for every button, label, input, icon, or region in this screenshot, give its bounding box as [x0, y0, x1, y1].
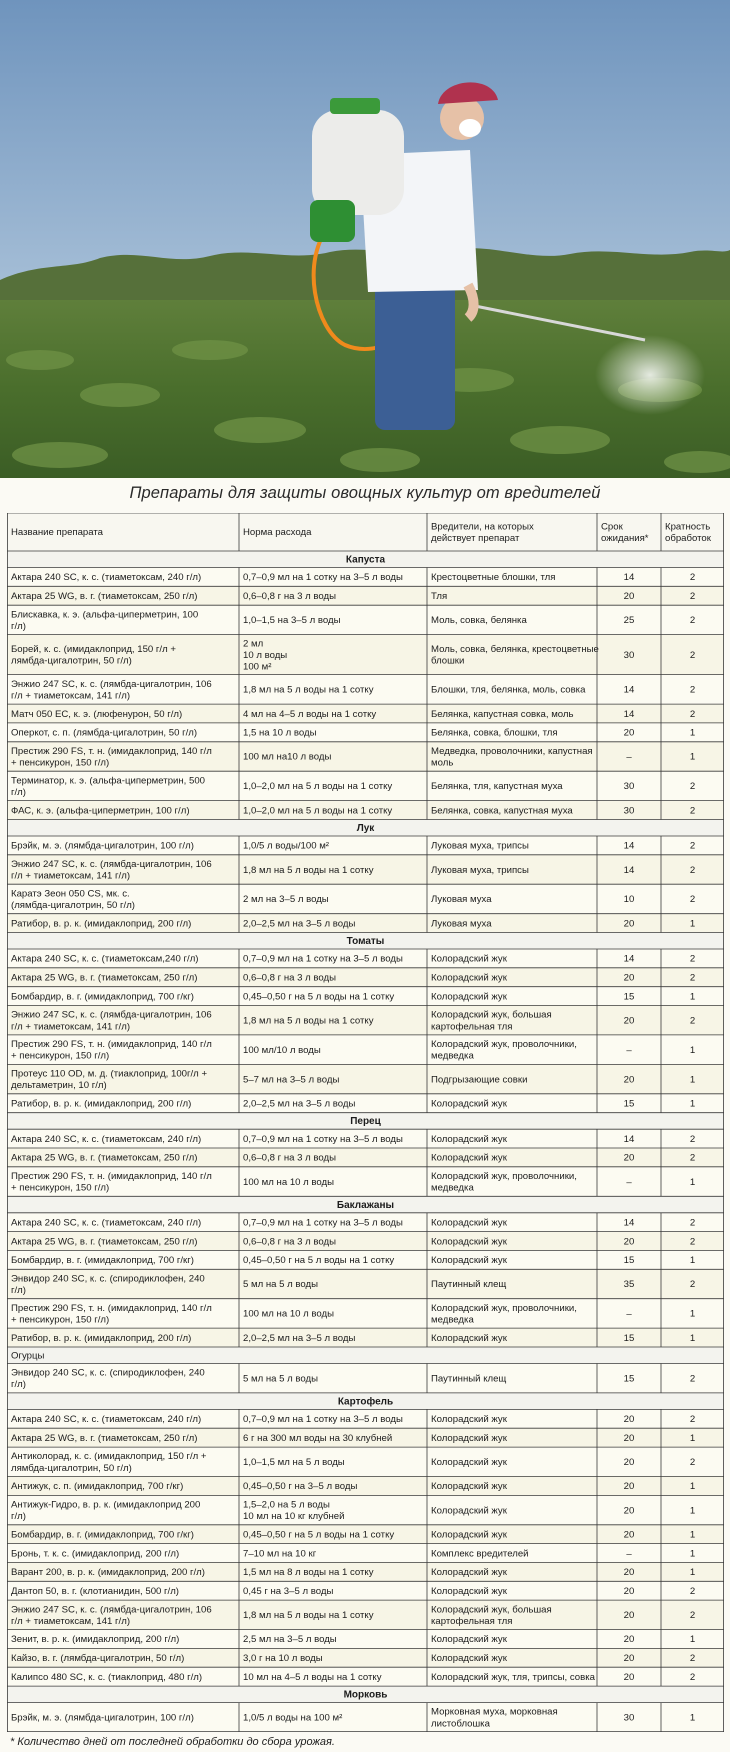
table-row — [7, 1477, 724, 1496]
table-row — [7, 1703, 724, 1732]
preparation-name: Энвидор 240 SC, к. с. (спиродиклофен, 240 г/л) — [11, 1273, 205, 1296]
table-row — [7, 1648, 724, 1667]
treatment-count: 2 — [689, 615, 696, 627]
table-row — [7, 1064, 724, 1093]
preparation-name: Актара 240 SC, к. с. (тиаметоксам,240 г/л) — [11, 953, 199, 965]
dosage-rate: 100 мл на10 л воды — [243, 751, 332, 763]
preparation-name: Энжио 247 SC, к. с. (лямбда-цигалотрин, 106 г/л + тиаметоксам, 141 г/л) — [11, 1604, 212, 1627]
table-row — [7, 1328, 724, 1347]
preparation-name: Брэйк, м. э. (лямбда-цигалотрин, 100 г/л) — [11, 840, 194, 852]
treatment-count: 1 — [689, 918, 696, 930]
preparation-name: Варант 200, в. р. к. (имидаклоприд, 200 г/л) — [11, 1567, 205, 1579]
table-row — [7, 968, 724, 987]
treatment-count: 2 — [689, 805, 696, 817]
waiting-period: 20 — [623, 1481, 635, 1493]
waiting-period: 20 — [623, 1457, 635, 1468]
waiting-period: 20 — [623, 1236, 635, 1248]
waiting-period: 14 — [623, 953, 635, 965]
table-row — [7, 1544, 724, 1563]
target-pests: Комплекс вредителей — [431, 1548, 529, 1560]
preparation-name: Терминатор, к. э. (альфа-циперметрин, 500 г/л) — [11, 775, 206, 798]
preparation-name: Каратэ Зеон 050 CS, мк. с. (лямбда-цигалотрин, 50 г/л) — [11, 888, 135, 911]
dosage-rate: 2,0–2,5 мл на 3–5 л воды — [243, 1332, 356, 1344]
preparation-name: Ратибор, в. р. к. (имидаклоприд, 200 г/л) — [11, 1098, 192, 1110]
table-row — [7, 742, 724, 771]
table-row — [7, 1667, 724, 1686]
preparation-name: Престиж 290 FS, т. н. (имидаклоприд, 140 г/л + пенсикурон, 150 г/л) — [11, 1171, 212, 1194]
section-row — [7, 1686, 724, 1703]
treatment-count: 1 — [689, 1567, 696, 1579]
dosage-rate: 0,7–0,9 мл на 1 сотку на 3–5 л воды — [243, 953, 403, 965]
table-row — [7, 1006, 724, 1035]
target-pests: Колорадский жук — [431, 1133, 507, 1145]
target-pests: Колорадский жук — [431, 1414, 507, 1426]
dosage-rate: 6 г на 300 мл воды на 30 клубней — [243, 1432, 393, 1444]
waiting-period: 20 — [623, 591, 635, 602]
target-pests: Блошки, тля, белянка, моль, совка — [431, 684, 586, 696]
treatment-count: 1 — [689, 1712, 696, 1724]
dosage-rate: 100 мл на 10 л воды — [243, 1308, 335, 1320]
preparation-name: Актара 25 WG, в. г. (тиаметоксам, 250 г/л) — [11, 1432, 198, 1444]
waiting-period: 25 — [623, 615, 635, 627]
waiting-period: 20 — [623, 1634, 635, 1646]
table-row — [7, 1525, 724, 1544]
pesticide-table — [7, 513, 724, 1732]
table-row — [7, 801, 724, 820]
treatment-count: 1 — [689, 1634, 696, 1646]
dosage-rate: 1,5 мл на 8 л воды на 1 сотку — [243, 1567, 374, 1579]
dosage-rate: 1,0–1,5 мл на 5 л воды — [243, 1457, 345, 1468]
table-row — [7, 1363, 724, 1392]
treatment-count: 2 — [689, 1236, 696, 1248]
target-pests: Колорадский жук — [431, 1505, 507, 1517]
waiting-period: 14 — [623, 684, 635, 696]
target-pests: Паутинный клещ — [431, 1279, 507, 1291]
dosage-rate: 0,7–0,9 мл на 1 сотку на 3–5 л воды — [243, 1414, 403, 1426]
section-title: Лук — [356, 823, 375, 834]
waiting-period: 20 — [623, 1586, 635, 1597]
table-row — [7, 1035, 724, 1064]
section-row — [7, 933, 724, 950]
preparation-name: Калипсо 480 SC, к. с. (тиаклоприд, 480 г/л) — [11, 1671, 203, 1683]
preparation-name: Брэйк, м. э. (лямбда-цигалотрин, 100 г/л) — [11, 1712, 194, 1724]
preparation-name: Актара 240 SC, к. с. (тиаметоксам, 240 г/л) — [11, 572, 202, 584]
target-pests: Медведка, проволочники, капустная моль — [431, 745, 593, 769]
table-row — [7, 949, 724, 968]
treatment-count: 1 — [689, 1548, 696, 1560]
target-pests: Колорадский жук — [431, 1432, 507, 1444]
preparation-name: Оперкот, с. п. (лямбда-цигалотрин, 50 г/л) — [11, 727, 198, 739]
target-pests: Колорадский жук — [431, 1457, 507, 1468]
preparation-name: Антижук-Гидро, в. р. к. (имидаклоприд 200 г/л) — [11, 1499, 201, 1523]
dosage-rate: 1,0–2,0 мл на 5 л воды на 1 сотку — [243, 805, 393, 817]
preparation-name: Зенит, в. р. к. (имидаклоприд, 200 г/л) — [11, 1634, 180, 1646]
table-title: Препараты для защиты овощных культур от вредителей — [129, 484, 601, 502]
dosage-rate: 0,6–0,8 г на 3 л воды — [243, 972, 337, 984]
treatment-count: 1 — [689, 1176, 696, 1188]
waiting-period: 14 — [623, 708, 635, 720]
preparation-name: Энжио 247 SC, к. с. (лямбда-цигалотрин, 106 г/л + тиаметоксам, 141 г/л) — [11, 678, 212, 702]
target-pests: Колорадский жук — [431, 1634, 507, 1646]
target-pests: Колорадский жук — [431, 1586, 507, 1597]
preparation-name: Бомбардир, в. г. (имидаклоприд, 700 г/кг) — [11, 1529, 194, 1541]
target-pests: Белянка, капустная совка, моль — [431, 708, 574, 720]
table-row — [7, 987, 724, 1006]
treatment-count: 2 — [689, 1457, 696, 1468]
treatment-count: 1 — [689, 1529, 696, 1541]
table-row — [7, 914, 724, 933]
column-header: Название препарата — [11, 527, 104, 539]
table-row — [7, 1269, 724, 1298]
treatment-count: 2 — [689, 572, 696, 584]
treatment-count: 1 — [689, 727, 696, 739]
treatment-count: 1 — [689, 1308, 696, 1320]
treatment-count: 1 — [689, 1255, 696, 1267]
table-row — [7, 1447, 724, 1476]
table-row — [7, 568, 724, 587]
table-row — [7, 635, 724, 675]
waiting-period: 20 — [623, 1529, 635, 1541]
treatment-count: 1 — [689, 1505, 696, 1517]
target-pests: Колорадский жук, большая картофельная тля — [431, 1604, 552, 1627]
preparation-name: ФАС, к. э. (альфа-циперметрин, 100 г/л) — [11, 805, 190, 817]
waiting-period: 20 — [623, 1671, 635, 1683]
table-header-row — [7, 513, 724, 551]
target-pests: Колорадский жук — [431, 953, 507, 965]
preparation-name: Дантоп 50, в. г. (клотианидин, 500 г/л) — [11, 1586, 179, 1597]
table-row — [7, 1428, 724, 1447]
target-pests: Колорадский жук, большая картофельная тля — [431, 1009, 552, 1033]
target-pests: Колорадский жук — [431, 1152, 507, 1164]
dosage-rate: 7–10 мл на 10 кг — [243, 1548, 317, 1560]
section-title: Баклажаны — [336, 1199, 395, 1211]
target-pests: Луковая муха — [431, 918, 492, 930]
table-row — [7, 704, 724, 723]
preparation-name: Актара 25 WG, в. г. (тиаметоксам, 250 г/л) — [11, 591, 198, 602]
preparation-name: Актара 240 SC, к. с. (тиаметоксам, 240 г/л) — [11, 1414, 202, 1426]
field-sprayer-photo — [0, 0, 730, 478]
waiting-period: 20 — [623, 1152, 635, 1164]
dosage-rate: 2,5 мл на 3–5 л воды — [243, 1634, 337, 1646]
waiting-period: 20 — [623, 1074, 635, 1086]
pesticide-table-grid — [7, 513, 724, 1732]
waiting-period: – — [626, 1548, 632, 1560]
table-row — [7, 1409, 724, 1428]
waiting-period: 30 — [623, 1712, 635, 1724]
treatment-count: 1 — [689, 1432, 696, 1444]
target-pests: Колорадский жук — [431, 1217, 507, 1229]
treatment-count: 2 — [689, 1653, 696, 1665]
section-title: Томаты — [346, 936, 385, 947]
preparation-name: Антиколорад, к. с. (имидаклоприд, 150 г/л + лямбда-цигалотрин, 50 г/л) — [11, 1451, 207, 1474]
treatment-count: 1 — [689, 751, 696, 763]
section-row — [7, 1196, 724, 1213]
target-pests: Колорадский жук, проволочники, медведка — [431, 1302, 577, 1326]
table-row — [7, 605, 724, 634]
section-title: Картофель — [337, 1396, 394, 1408]
footnote: * Количество дней от последней обработки до сбора урожая. — [10, 1736, 335, 1748]
target-pests: Белянка, тля, капустная муха — [431, 781, 563, 793]
dosage-rate: 10 мл на 4–5 л воды на 1 сотку — [243, 1671, 382, 1683]
dosage-rate: 1,8 мл на 5 л воды на 1 сотку — [243, 684, 374, 696]
preparation-name: Престиж 290 FS, т. н. (имидаклоприд, 140 г/л + пенсикурон, 150 г/л) — [11, 1302, 212, 1326]
treatment-count: 2 — [689, 894, 696, 906]
treatment-count: 2 — [689, 1586, 696, 1597]
dosage-rate: 0,7–0,9 мл на 1 сотку на 3–5 л воды — [243, 572, 403, 584]
target-pests: Колорадский жук — [431, 1236, 507, 1248]
preparation-name: Кайзо, в. г. (лямбда-цигалотрин, 50 г/л) — [11, 1653, 185, 1665]
waiting-period: 14 — [623, 840, 635, 852]
dosage-rate: 0,6–0,8 г на 3 л воды — [243, 1152, 337, 1164]
table-row — [7, 1600, 724, 1629]
dosage-rate: 1,5 на 10 л воды — [243, 727, 317, 739]
table-row — [7, 723, 724, 742]
treatment-count: 1 — [689, 1098, 696, 1110]
table-row — [7, 1299, 724, 1328]
waiting-period: 15 — [623, 1098, 635, 1110]
target-pests: Подгрызающие совки — [431, 1074, 528, 1086]
dosage-rate: 0,45 г на 3–5 л воды — [243, 1586, 334, 1597]
dosage-rate: 0,45–0,50 г на 3–5 л воды — [243, 1481, 358, 1493]
preparation-name: Актара 25 WG, в. г. (тиаметоксам, 250 г/л) — [11, 1152, 198, 1164]
treatment-count: 2 — [689, 1217, 696, 1229]
dosage-rate: 0,7–0,9 мл на 1 сотку на 3–5 л воды — [243, 1133, 403, 1145]
table-row — [7, 1213, 724, 1232]
treatment-count: 1 — [689, 1074, 696, 1086]
section-row — [7, 1393, 724, 1410]
waiting-period: 15 — [623, 991, 635, 1003]
preparation-name: Актара 240 SC, к. с. (тиаметоксам, 240 г/л) — [11, 1133, 202, 1145]
treatment-count: 2 — [689, 1671, 696, 1683]
preparation-name: Бомбардир, в. г. (имидаклоприд, 700 г/кг) — [11, 1255, 194, 1267]
waiting-period: 20 — [623, 1610, 635, 1622]
treatment-count: 1 — [689, 991, 696, 1003]
dosage-rate: 2,0–2,5 мл на 3–5 л воды — [243, 1098, 356, 1110]
dosage-rate: 3,0 г на 10 л воды — [243, 1653, 323, 1665]
target-pests: Морковная муха, морковная листоблошка — [431, 1706, 558, 1730]
waiting-period: 20 — [623, 1653, 635, 1665]
waiting-period: – — [626, 1176, 632, 1188]
section-row — [7, 1113, 724, 1130]
waiting-period: 14 — [623, 1133, 635, 1145]
dosage-rate: 2 мл на 3–5 л воды — [243, 894, 329, 906]
dosage-rate: 0,6–0,8 г на 3 л воды — [243, 1236, 337, 1248]
waiting-period: 14 — [623, 1217, 635, 1229]
dosage-rate: 5 мл на 5 л воды — [243, 1279, 319, 1291]
table-row — [7, 1562, 724, 1581]
table-row — [7, 1581, 724, 1600]
dosage-rate: 5–7 мл на 3–5 л воды — [243, 1074, 340, 1086]
treatment-count: 2 — [689, 684, 696, 696]
waiting-period: 30 — [623, 805, 635, 817]
table-row — [7, 1129, 724, 1148]
preparation-name: Престиж 290 FS, т. н. (имидаклоприд, 140 г/л + пенсикурон, 150 г/л) — [11, 1039, 212, 1062]
column-header: Норма расхода — [243, 527, 312, 539]
preparation-name: Престиж 290 FS, т. н. (имидаклоприд, 140 г/л + пенсикурон, 150 г/л) — [11, 745, 212, 769]
target-pests: Тля — [431, 591, 448, 602]
target-pests: Паутинный клещ — [431, 1373, 507, 1385]
target-pests: Моль, совка, белянка, крестоцветные блошки — [431, 644, 599, 667]
section-title: Перец — [350, 1116, 381, 1128]
dosage-rate: 1,0–2,0 мл на 5 л воды на 1 сотку — [243, 781, 393, 793]
waiting-period: 15 — [623, 1255, 635, 1267]
target-pests: Колорадский жук — [431, 1567, 507, 1579]
treatment-count: 2 — [689, 781, 696, 793]
preparation-name: Ратибор, в. р. к. (имидаклоприд, 200 г/л) — [11, 1332, 192, 1344]
section-row — [7, 551, 724, 568]
preparation-name: Протеус 110 OD, м. д. (тиаклоприд, 100г/л + дельтаметрин, 10 г/л) — [11, 1068, 208, 1092]
target-pests: Моль, совка, белянка — [431, 615, 527, 627]
target-pests: Колорадский жук — [431, 1529, 507, 1541]
treatment-count: 2 — [689, 1152, 696, 1164]
waiting-period: 20 — [623, 1414, 635, 1426]
dosage-rate: 1,0–1,5 на 3–5 л воды — [243, 615, 341, 627]
dosage-rate: 1,8 мл на 5 л воды на 1 сотку — [243, 864, 374, 876]
section-row — [7, 819, 724, 836]
table-row — [7, 1094, 724, 1113]
dosage-rate: 1,8 мл на 5 л воды на 1 сотку — [243, 1610, 374, 1622]
treatment-count: 2 — [689, 953, 696, 965]
waiting-period: 14 — [623, 572, 635, 584]
table-row — [7, 771, 724, 800]
table-row — [7, 1167, 724, 1196]
waiting-period: 14 — [623, 864, 635, 876]
treatment-count: 2 — [689, 840, 696, 852]
dosage-rate: 0,6–0,8 г на 3 л воды — [243, 591, 337, 602]
dosage-rate: 1,8 мл на 5 л воды на 1 сотку — [243, 1015, 374, 1027]
preparation-name: Энвидор 240 SC, к. с. (спиродиклофен, 240 г/л) — [11, 1367, 205, 1391]
section-title: Капуста — [345, 554, 386, 566]
preparation-name: Бронь, т. к. с. (имидаклоприд, 200 г/л) — [11, 1548, 180, 1560]
section-row — [7, 1347, 724, 1364]
dosage-rate: 100 мл на 10 л воды — [243, 1176, 335, 1188]
preparation-name: Антижук, с. п. (имидаклоприд, 700 г/кг) — [11, 1481, 184, 1493]
section-title: Огурцы — [11, 1350, 45, 1362]
target-pests: Колорадский жук — [431, 1653, 507, 1665]
preparation-name: Борей, к. с. (имидаклоприд, 150 г/л + лямбда-цигалотрин, 50 г/л) — [11, 644, 176, 667]
treatment-count: 2 — [689, 1610, 696, 1622]
section-title: Морковь — [343, 1689, 388, 1701]
preparation-name: Энжио 247 SC, к. с. (лямбда-цигалотрин, 106 г/л + тиаметоксам, 141 г/л) — [11, 1009, 212, 1033]
target-pests: Луковая муха, трипсы — [431, 864, 529, 876]
table-row — [7, 836, 724, 855]
waiting-period: 20 — [623, 1432, 635, 1444]
target-pests: Колорадский жук — [431, 1255, 507, 1267]
preparation-name: Бомбардир, в. г. (имидаклоприд, 700 г/кг) — [11, 991, 194, 1003]
column-header: Кратность обработок — [665, 521, 711, 544]
treatment-count: 1 — [689, 1481, 696, 1493]
treatment-count: 2 — [689, 649, 696, 661]
dosage-rate: 2,0–2,5 мл на 3–5 л воды — [243, 918, 356, 930]
preparation-name: Актара 240 SC, к. с. (тиаметоксам, 240 г/л) — [11, 1217, 202, 1229]
treatment-count: 2 — [689, 591, 696, 602]
waiting-period: 35 — [623, 1279, 635, 1291]
waiting-period: – — [626, 751, 632, 763]
dosage-rate: 0,45–0,50 г на 5 л воды на 1 сотку — [243, 1529, 395, 1541]
preparation-name: Актара 25 WG, в. г. (тиаметоксам, 250 г/л) — [11, 1236, 198, 1248]
waiting-period: 20 — [623, 727, 635, 739]
waiting-period: 30 — [623, 781, 635, 793]
preparation-name: Матч 050 ЕС, к. э. (люфенурон, 50 г/л) — [11, 708, 183, 720]
treatment-count: 2 — [689, 864, 696, 876]
dosage-rate: 0,45–0,50 г на 5 л воды на 1 сотку — [243, 991, 395, 1003]
treatment-count: 2 — [689, 1133, 696, 1145]
waiting-period: 20 — [623, 918, 635, 930]
target-pests: Крестоцветные блошки, тля — [431, 572, 556, 584]
column-header: Вредители, на которых действует препарат — [431, 521, 534, 544]
dosage-rate: 0,45–0,50 г на 5 л воды на 1 сотку — [243, 1255, 395, 1267]
table-row — [7, 586, 724, 605]
dosage-rate: 1,0/5 л воды/100 м² — [243, 840, 330, 852]
table-row — [7, 675, 724, 704]
preparation-name: Актара 25 WG, в. г. (тиаметоксам, 250 г/л) — [11, 972, 198, 984]
target-pests: Луковая муха — [431, 894, 492, 906]
table-row — [7, 1232, 724, 1251]
target-pests: Колорадский жук, проволочники, медведка — [431, 1039, 577, 1062]
table-row — [7, 855, 724, 884]
waiting-period: 10 — [623, 894, 635, 906]
treatment-count: 2 — [689, 1373, 696, 1385]
treatment-count: 2 — [689, 1015, 696, 1027]
waiting-period: 15 — [623, 1332, 635, 1344]
table-row — [7, 1250, 724, 1269]
preparation-name: Энжио 247 SC, к. с. (лямбда-цигалотрин, 106 г/л + тиаметоксам, 141 г/л) — [11, 859, 212, 882]
target-pests: Луковая муха, трипсы — [431, 840, 529, 852]
waiting-period: – — [626, 1308, 632, 1320]
column-header: Срок ожидания* — [601, 521, 649, 544]
target-pests: Колорадский жук — [431, 972, 507, 984]
preparation-name: Блискавка, к. э. (альфа-циперметрин, 100 г/л) — [11, 609, 199, 632]
dosage-rate: 2 мл 10 л воды 100 м² — [243, 638, 288, 673]
target-pests: Белянка, совка, блошки, тля — [431, 727, 558, 739]
target-pests: Колорадский жук — [431, 991, 507, 1003]
treatment-count: 2 — [689, 1279, 696, 1291]
dosage-rate: 100 мл/10 л воды — [243, 1044, 321, 1056]
waiting-period: 20 — [623, 1505, 635, 1517]
waiting-period: 20 — [623, 1567, 635, 1579]
dosage-rate: 0,7–0,9 мл на 1 сотку на 3–5 л воды — [243, 1217, 403, 1229]
waiting-period: 20 — [623, 1015, 635, 1027]
dosage-rate: 1,0/5 л воды на 100 м² — [243, 1712, 343, 1724]
dosage-rate: 5 мл на 5 л воды — [243, 1373, 319, 1385]
treatment-count: 2 — [689, 972, 696, 984]
dosage-rate: 4 мл на 4–5 л воды на 1 сотку — [243, 708, 377, 720]
treatment-count: 1 — [689, 1332, 696, 1344]
table-row — [7, 1495, 724, 1524]
treatment-count: 1 — [689, 1044, 696, 1056]
table-row — [7, 1630, 724, 1649]
target-pests: Колорадский жук — [431, 1098, 507, 1110]
target-pests: Колорадский жук — [431, 1332, 507, 1344]
treatment-count: 2 — [689, 708, 696, 720]
waiting-period: 15 — [623, 1373, 635, 1385]
target-pests: Колорадский жук, проволочники, медведка — [431, 1171, 577, 1194]
waiting-period: – — [626, 1044, 632, 1056]
target-pests: Белянка, совка, капустная муха — [431, 805, 573, 817]
waiting-period: 30 — [623, 649, 635, 661]
dosage-rate: 1,5–2,0 на 5 л воды 10 мл на 10 кг клубней — [243, 1499, 345, 1523]
target-pests: Колорадский жук — [431, 1481, 507, 1493]
target-pests: Колорадский жук, тля, трипсы, совка — [431, 1671, 595, 1683]
table-row — [7, 884, 724, 913]
table-row — [7, 1148, 724, 1167]
waiting-period: 20 — [623, 972, 635, 984]
preparation-name: Ратибор, в. р. к. (имидаклоприд, 200 г/л) — [11, 918, 192, 930]
treatment-count: 2 — [689, 1414, 696, 1426]
